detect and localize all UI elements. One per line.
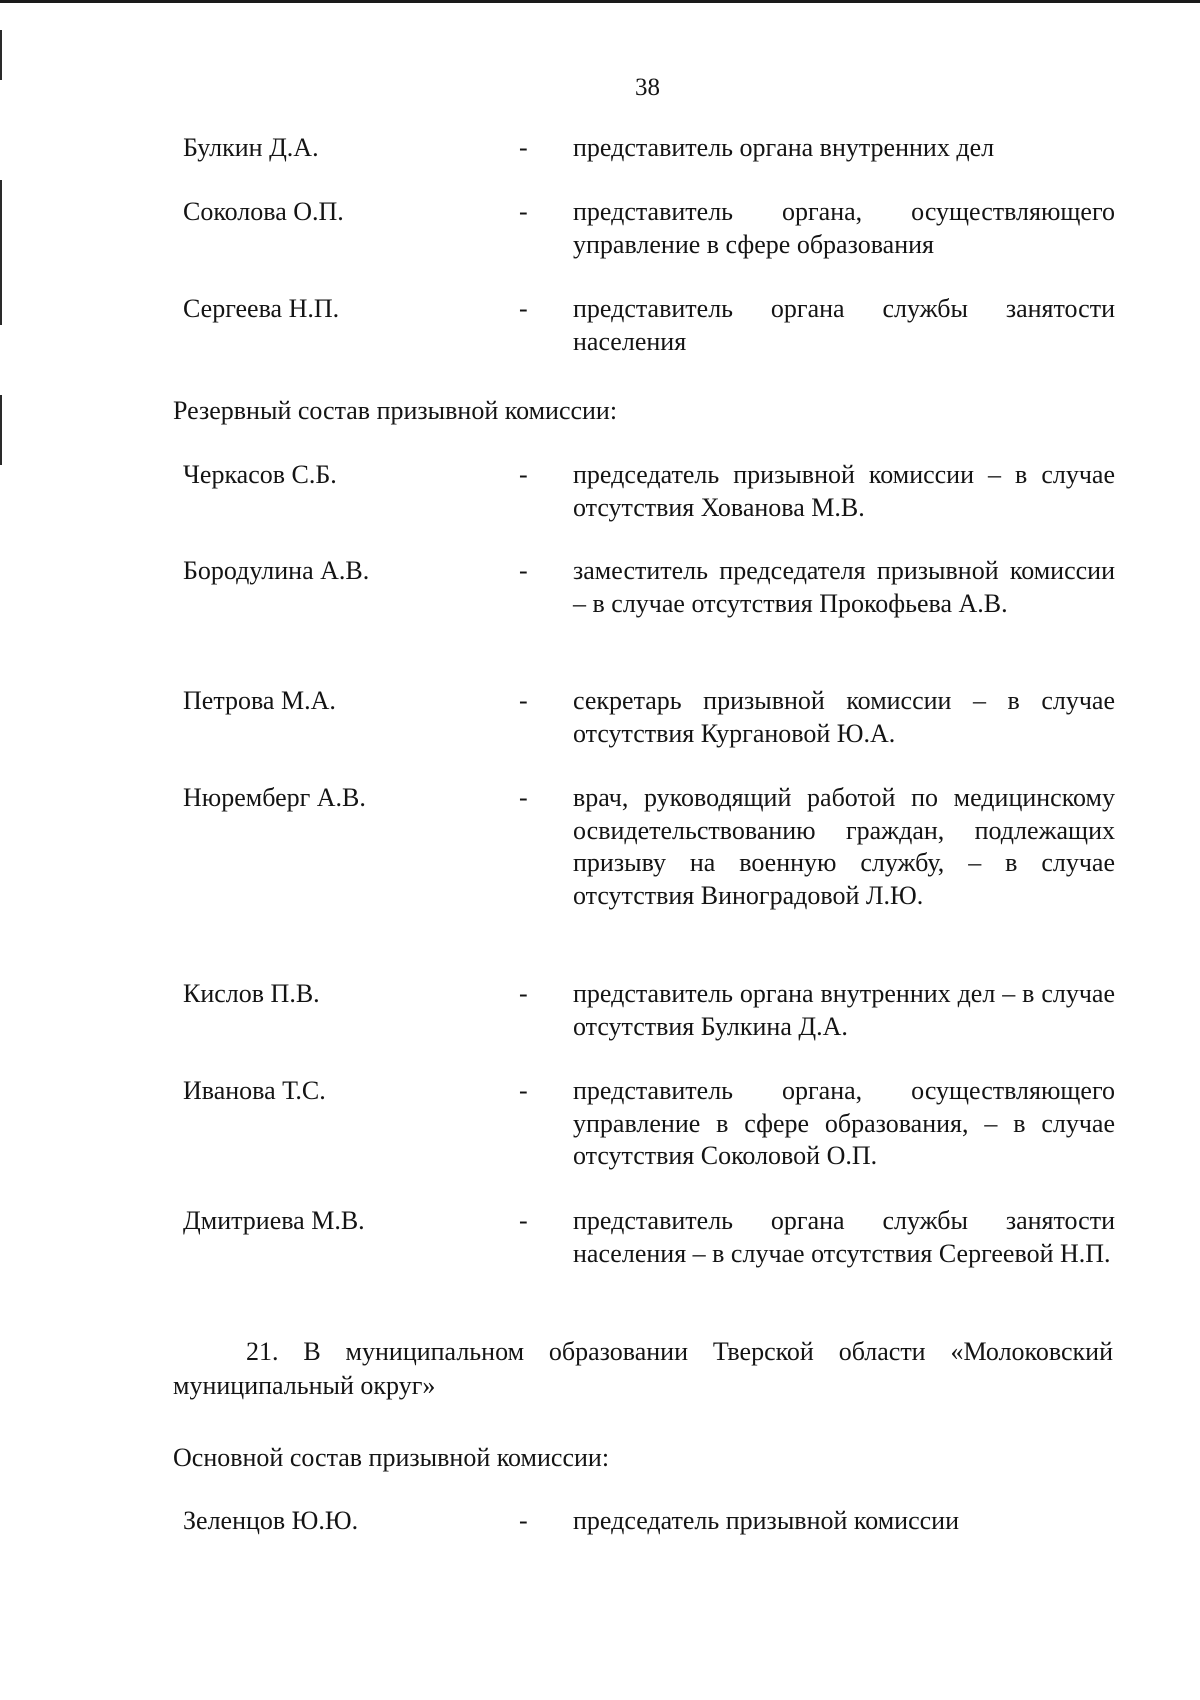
- member-role: представитель органа внутренних дел – в случае отсутствия Булкина Д.А.: [573, 979, 1115, 1041]
- member-role: председатель призывной комиссии – в случае отсутствия Хованова М.В.: [573, 460, 1115, 522]
- member-name: Булкин Д.А.: [183, 133, 319, 162]
- member-role: представитель органа службы занятости населения: [573, 294, 1115, 356]
- member-role: представитель органа, осуществляющего управление в сфере образования: [573, 197, 1115, 259]
- member-role: представитель органа внутренних дел: [573, 133, 995, 162]
- member-dash: -: [519, 1076, 528, 1105]
- member-dash: -: [519, 133, 528, 162]
- member-dash: -: [519, 1206, 528, 1235]
- member-name: Бородулина А.В.: [183, 556, 370, 585]
- reserve-heading: Резервный состав призывной комиссии:: [173, 396, 618, 425]
- member-dash: -: [519, 783, 528, 812]
- section-21-paragraph: 21. В муниципальном образовании Тверской области «Молоковский муниципальный округ»: [173, 1337, 1113, 1400]
- member-role: секретарь призывной комиссии – в случае отсутствия Кургановой Ю.А.: [573, 686, 1115, 748]
- scan-border-left-mark: [0, 30, 2, 80]
- scan-border-left-mark: [0, 180, 2, 325]
- member-role: представитель органа службы занятости населения – в случае отсутствия Сергеевой Н.П.: [573, 1206, 1115, 1268]
- member-name: Петрова М.А.: [183, 686, 336, 715]
- member-name: Иванова Т.С.: [183, 1076, 326, 1105]
- scan-border-top: [0, 0, 1200, 3]
- member-dash: -: [519, 294, 528, 323]
- member-dash: -: [519, 556, 528, 585]
- page-number: 38: [635, 74, 660, 101]
- member-name: Кислов П.В.: [183, 979, 320, 1008]
- member-name: Дмитриева М.В.: [183, 1206, 365, 1235]
- member-dash: -: [519, 1506, 528, 1535]
- member-name: Сергеева Н.П.: [183, 294, 340, 323]
- member-dash: -: [519, 460, 528, 489]
- scan-border-left-mark: [0, 395, 2, 465]
- member-role: представитель органа, осуществляющего управление в сфере образования, – в случае отсутствия Соколовой О.П.: [573, 1076, 1115, 1170]
- member-dash: -: [519, 686, 528, 715]
- main-heading: Основной состав призывной комиссии:: [173, 1443, 610, 1472]
- member-name: Черкасов С.Б.: [183, 460, 337, 489]
- member-dash: -: [519, 197, 528, 226]
- member-name: Соколова О.П.: [183, 197, 344, 226]
- member-dash: -: [519, 979, 528, 1008]
- member-role: заместитель председателя призывной комиссии – в случае отсутствия Прокофьева А.В.: [573, 556, 1115, 618]
- member-role: врач, руководящий работой по медицинскому освидетельствованию граждан, подлежащих призыву на военную службу, – в случае отсутствия Виноградовой Л.Ю.: [573, 783, 1115, 910]
- member-name: Нюремберг А.В.: [183, 783, 366, 812]
- member-role: председатель призывной комиссии: [573, 1506, 959, 1535]
- member-name: Зеленцов Ю.Ю.: [183, 1506, 359, 1535]
